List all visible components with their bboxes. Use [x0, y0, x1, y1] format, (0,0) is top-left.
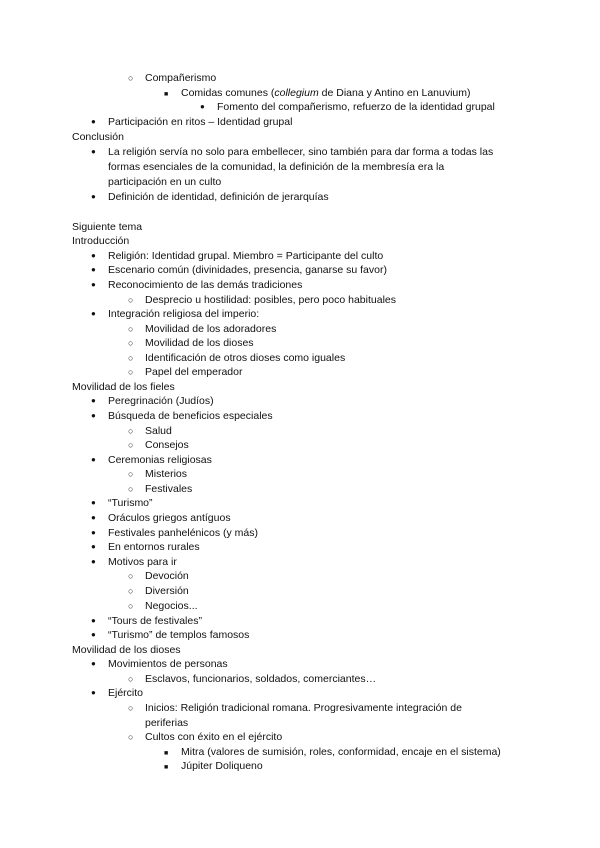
section-heading: Siguiente tema — [72, 221, 143, 233]
bullet-circle: ○ — [128, 571, 134, 581]
bullet-disc: ● — [91, 498, 96, 507]
bullet-circle: ○ — [128, 295, 134, 305]
list-item: Papel del emperador — [145, 366, 243, 378]
bullet-circle: ○ — [128, 440, 134, 450]
list-item: Búsqueda de beneficios especiales — [108, 410, 273, 422]
bullet-circle: ○ — [128, 324, 134, 334]
list-item: Devoción — [145, 570, 189, 582]
list-item: Ejército — [108, 687, 144, 699]
bullet-circle: ○ — [128, 586, 134, 596]
list-item: Movilidad de los adoradores — [145, 323, 277, 335]
list-item: Movilidad de los dioses — [145, 337, 254, 349]
list-item: Inicios: Religión tradicional romana. Progresivamente integración de — [145, 702, 462, 714]
bullet-square: ■ — [164, 91, 169, 98]
list-item: Oráculos griegos antíguos — [108, 512, 231, 524]
list-item: Participación en ritos – Identidad grupal — [108, 116, 293, 128]
bullet-disc: ● — [91, 396, 96, 405]
bullet-disc: ● — [91, 630, 96, 639]
bullet-circle: ○ — [128, 484, 134, 494]
bullet-disc: ● — [91, 265, 96, 274]
bullet-circle: ○ — [128, 367, 134, 377]
text-run-italic: collegium — [274, 87, 319, 99]
bullet-disc: ● — [91, 557, 96, 566]
list-item: Reconocimiento de las demás tradiciones — [108, 279, 303, 291]
list-item: Religión: Identidad grupal. Miembro = Participante del culto — [108, 250, 384, 262]
bullet-disc: ● — [91, 309, 96, 318]
list-item: “Tours de festivales” — [108, 615, 202, 627]
list-item: Salud — [145, 425, 172, 437]
list-item: Esclavos, funcionarios, soldados, comerciantes… — [145, 673, 377, 685]
list-item-comidas — [181, 86, 471, 100]
bullet-disc: ● — [91, 542, 96, 551]
section-heading: Movilidad de los dioses — [72, 644, 181, 656]
list-item: En entornos rurales — [108, 541, 200, 553]
list-item: Misterios — [145, 468, 188, 480]
list-item: Mitra (valores de sumisión, roles, conformidad, encaje en el sistema) — [181, 746, 501, 758]
list-item: Desprecio u hostilidad: posibles, pero poco habituales — [145, 294, 396, 306]
list-item: Ceremonias religiosas — [108, 454, 212, 466]
bullet-disc: ● — [91, 251, 96, 260]
list-item: Identificación de otros dioses como iguales — [145, 352, 346, 364]
bullet-disc: ● — [91, 688, 96, 697]
bullet-circle: ○ — [128, 73, 134, 83]
bullet-disc: ● — [91, 411, 96, 420]
bullet-disc: ● — [91, 280, 96, 289]
bullet-circle: ○ — [128, 469, 134, 479]
bullet-square: ■ — [164, 764, 169, 771]
bullet-disc: ● — [91, 147, 96, 156]
list-item: Definición de identidad, definición de jerarquías — [108, 191, 329, 203]
text-run: Comidas comunes ( — [181, 87, 275, 99]
bullet-disc: ● — [91, 659, 96, 668]
list-item: Negocios... — [145, 600, 198, 612]
bullet-disc: ● — [91, 528, 96, 537]
bullet-disc: ● — [200, 102, 205, 111]
list-item: Compañerismo — [145, 72, 217, 84]
list-item: “Turismo” — [108, 497, 153, 509]
bullet-disc: ● — [91, 513, 96, 522]
section-heading: Conclusión — [72, 131, 124, 143]
section-heading: Movilidad de los fieles — [72, 381, 175, 393]
text-run: de Diana y Antino en Lanuvium) — [318, 87, 471, 99]
bullet-disc: ● — [91, 192, 96, 201]
list-item: “Turismo” de templos famosos — [108, 629, 250, 641]
bullet-circle: ○ — [128, 703, 134, 713]
list-item: Motivos para ir — [108, 556, 177, 568]
list-item: Integración religiosa del imperio: — [108, 308, 260, 320]
list-item-continuation: periferias — [145, 717, 189, 729]
section-heading: Introducción — [72, 235, 130, 247]
list-item: Diversión — [145, 585, 189, 597]
list-item: Escenario común (divinidades, presencia, ganarse su favor) — [108, 264, 387, 276]
bullet-disc: ● — [91, 455, 96, 464]
bullet-square: ■ — [164, 750, 169, 757]
bullet-disc: ● — [91, 117, 96, 126]
list-item: Movimientos de personas — [108, 658, 228, 670]
list-item-continuation: participación en un culto — [108, 176, 222, 188]
list-item: Consejos — [145, 439, 189, 451]
list-item: Festivales — [145, 483, 193, 495]
list-item: La religión servía no solo para embellecer, sino también para dar forma a todas las — [108, 146, 494, 158]
list-item: Fomento del compañerismo, refuerzo de la identidad grupal — [217, 101, 495, 113]
bullet-circle: ○ — [128, 674, 134, 684]
bullet-circle: ○ — [128, 353, 134, 363]
list-item: Peregrinación (Judíos) — [108, 395, 214, 407]
list-item-continuation: formas esenciales de la comunidad, la definición de la membresía era la — [108, 161, 445, 173]
list-item: Festivales panhelénicos (y más) — [108, 527, 258, 539]
bullet-circle: ○ — [128, 338, 134, 348]
bullet-disc: ● — [91, 616, 96, 625]
bullet-circle: ○ — [128, 732, 134, 742]
list-item: Júpiter Doliqueno — [181, 760, 263, 772]
bullet-circle: ○ — [128, 601, 134, 611]
bullet-circle: ○ — [128, 426, 134, 436]
list-item: Cultos con éxito en el ejército — [145, 731, 283, 743]
